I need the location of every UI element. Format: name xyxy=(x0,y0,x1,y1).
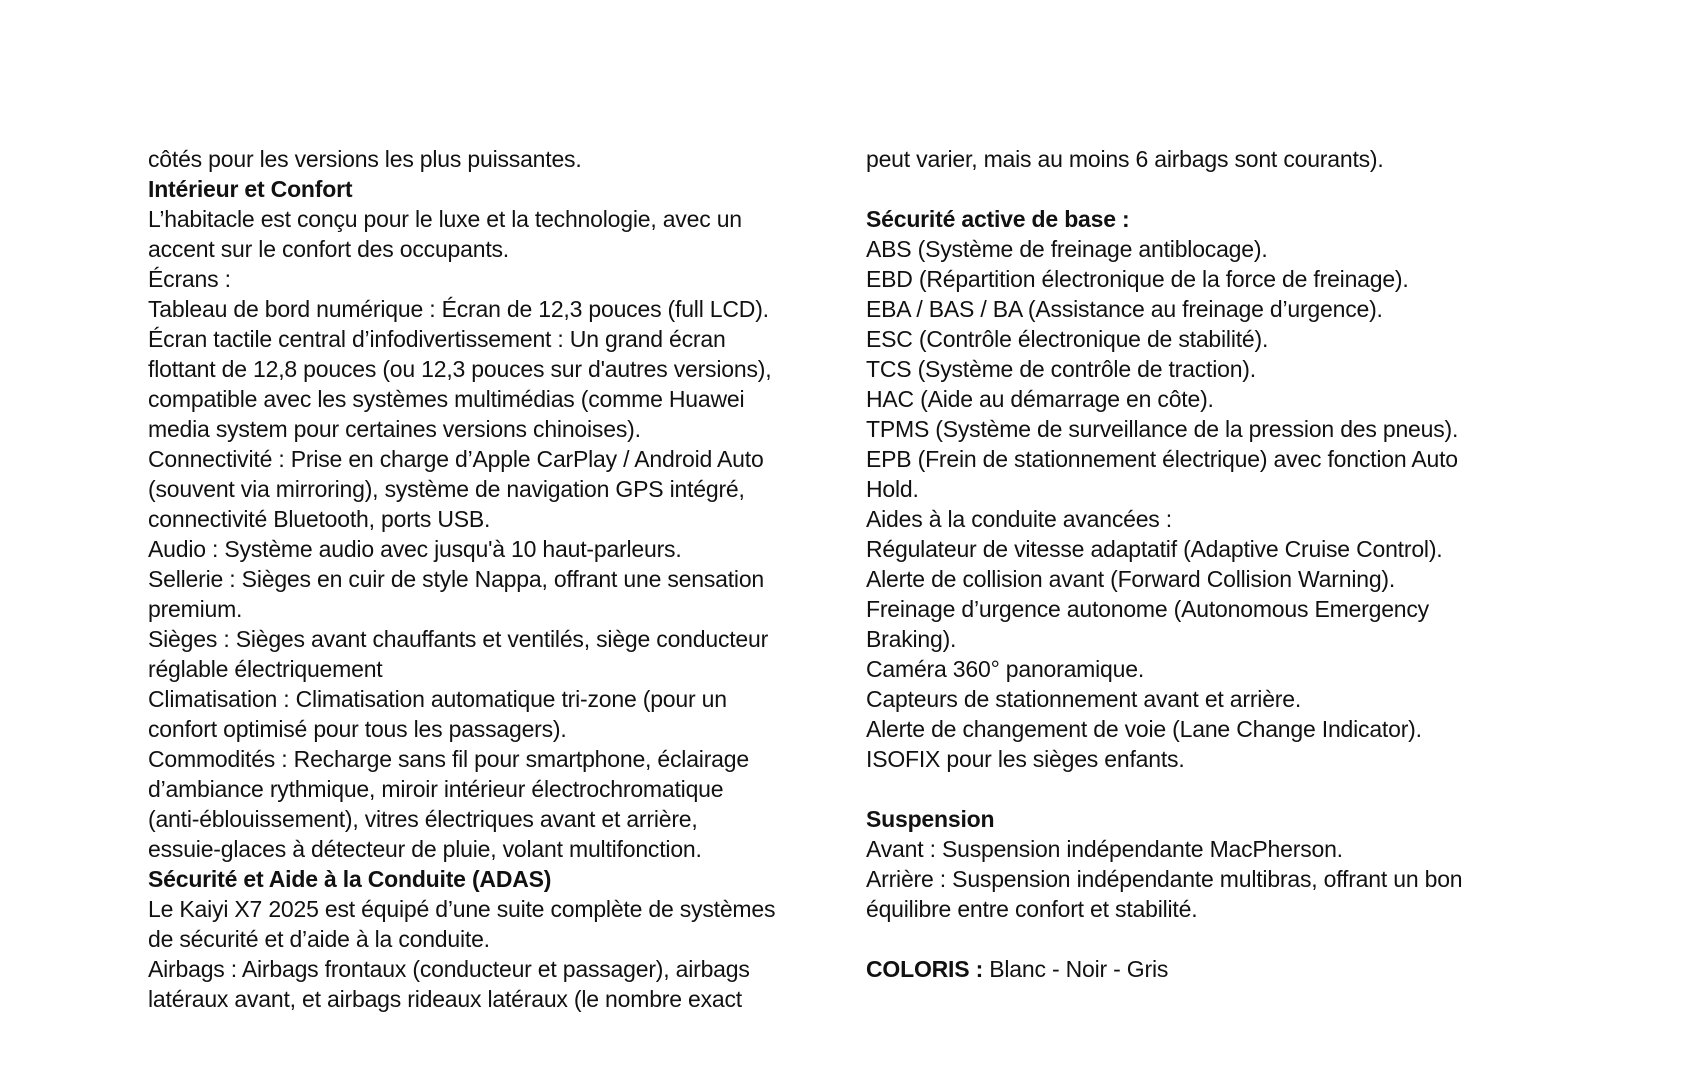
text-line: ESC (Contrôle électronique de stabilité). xyxy=(866,326,1269,352)
blank-line xyxy=(866,774,1578,804)
text-line: ABS (Système de freinage antiblocage). xyxy=(866,236,1268,262)
text-line: Alerte de changement de voie (Lane Change Indicator). xyxy=(866,716,1422,742)
section-heading: Suspension xyxy=(866,806,995,832)
text-line: Régulateur de vitesse adaptatif (Adaptive Cruise Control). xyxy=(866,536,1443,562)
text-line: EBA / BAS / BA (Assistance au freinage d’urgence). xyxy=(866,296,1383,322)
coloris-value: Blanc - Noir - Gris xyxy=(983,956,1169,982)
text-line: de sécurité et d’aide à la conduite. xyxy=(148,926,490,952)
text-line: confort optimisé pour tous les passagers). xyxy=(148,716,567,742)
text-line: Sellerie : Sièges en cuir de style Nappa, offrant une sensation xyxy=(148,566,765,592)
blank-line xyxy=(866,174,1578,204)
text-line: (souvent via mirroring), système de navigation GPS intégré, xyxy=(148,476,745,502)
text-line: équilibre entre confort et stabilité. xyxy=(866,896,1198,922)
text-line: TCS (Système de contrôle de traction). xyxy=(866,356,1256,382)
coloris-line xyxy=(866,954,1578,984)
text-line: (anti-éblouissement), vitres électriques avant et arrière, xyxy=(148,806,698,832)
left-column xyxy=(148,144,860,1014)
text-line: Capteurs de stationnement avant et arrière. xyxy=(866,686,1302,712)
text-line: Sièges : Sièges avant chauffants et ventilés, siège conducteur xyxy=(148,626,769,652)
text-line: d’ambiance rythmique, miroir intérieur électrochromatique xyxy=(148,776,724,802)
text-line: essuie-glaces à détecteur de pluie, volant multifonction. xyxy=(148,836,702,862)
section-heading: Sécurité active de base : xyxy=(866,206,1130,232)
text-line: Alerte de collision avant (Forward Collision Warning). xyxy=(866,566,1396,592)
text-line: réglable électriquement xyxy=(148,656,383,682)
text-line: Freinage d’urgence autonome (Autonomous Emergency xyxy=(866,596,1429,622)
text-line: Commodités : Recharge sans fil pour smartphone, éclairage xyxy=(148,746,749,772)
coloris-label: COLORIS : xyxy=(866,956,984,982)
text-line: connectivité Bluetooth, ports USB. xyxy=(148,506,491,532)
text-line: latéraux avant, et airbags rideaux latéraux (le nombre exact xyxy=(148,986,742,1012)
text-line: Tableau de bord numérique : Écran de 12,3 pouces (full LCD). xyxy=(148,296,769,322)
text-line: Le Kaiyi X7 2025 est équipé d’une suite complète de systèmes xyxy=(148,896,776,922)
text-line: côtés pour les versions les plus puissantes. xyxy=(148,146,582,172)
text-line: Aides à la conduite avancées : xyxy=(866,506,1172,532)
text-line: flottant de 12,8 pouces (ou 12,3 pouces sur d'autres versions), xyxy=(148,356,772,382)
text-line: media system pour certaines versions chinoises). xyxy=(148,416,641,442)
text-line: Avant : Suspension indépendante MacPherson. xyxy=(866,836,1343,862)
text-line: premium. xyxy=(148,596,243,622)
text-line: Écran tactile central d’infodivertissement : Un grand écran xyxy=(148,326,726,352)
text-line: HAC (Aide au démarrage en côte). xyxy=(866,386,1214,412)
text-line: Caméra 360° panoramique. xyxy=(866,656,1145,682)
text-line: compatible avec les systèmes multimédias (comme Huawei xyxy=(148,386,745,412)
text-line: Audio : Système audio avec jusqu'à 10 haut-parleurs. xyxy=(148,536,682,562)
section-heading: Sécurité et Aide à la Conduite (ADAS) xyxy=(148,866,552,892)
text-line: ISOFIX pour les sièges enfants. xyxy=(866,746,1185,772)
section-heading: Intérieur et Confort xyxy=(148,176,353,202)
text-line: accent sur le confort des occupants. xyxy=(148,236,510,262)
text-line: Arrière : Suspension indépendante multibras, offrant un bon xyxy=(866,866,1463,892)
text-line: Braking). xyxy=(866,626,957,652)
text-line: Airbags : Airbags frontaux (conducteur et passager), airbags xyxy=(148,956,750,982)
text-line: peut varier, mais au moins 6 airbags sont courants). xyxy=(866,146,1384,172)
text-line: Connectivité : Prise en charge d’Apple CarPlay / Android Auto xyxy=(148,446,764,472)
blank-line xyxy=(866,924,1578,954)
text-line: EBD (Répartition électronique de la force de freinage). xyxy=(866,266,1409,292)
text-line: Hold. xyxy=(866,476,919,502)
right-column xyxy=(866,144,1578,984)
text-line: Climatisation : Climatisation automatique tri-zone (pour un xyxy=(148,686,727,712)
text-line: TPMS (Système de surveillance de la pression des pneus). xyxy=(866,416,1459,442)
text-line: EPB (Frein de stationnement électrique) avec fonction Auto xyxy=(866,446,1458,472)
text-line: L’habitacle est conçu pour le luxe et la technologie, avec un xyxy=(148,206,742,232)
text-line: Écrans : xyxy=(148,266,231,292)
